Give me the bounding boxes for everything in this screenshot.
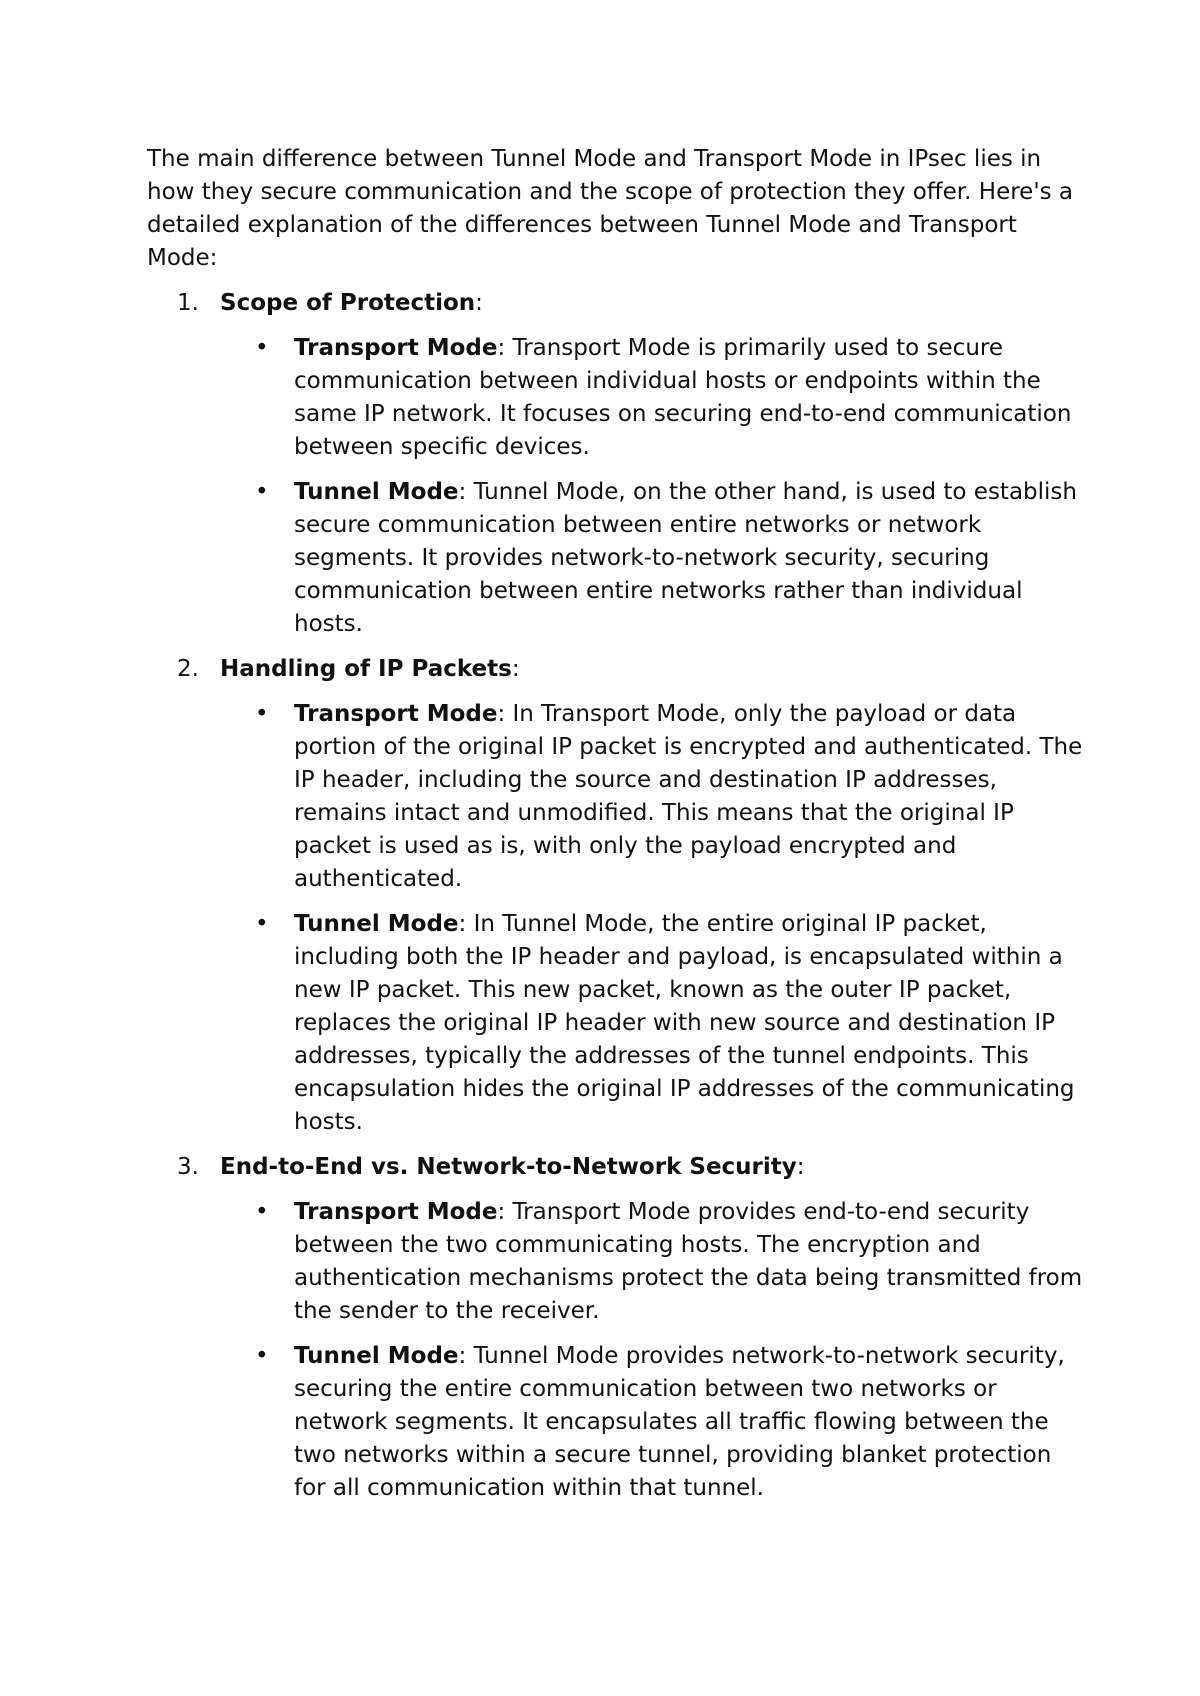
list-item xyxy=(147,332,1087,464)
bullet-dot-icon: • xyxy=(255,701,269,727)
item-text: : In Transport Mode, only the payload or data portion of the original IP packet is encrypted and authenticated. The IP header, including the source and destination IP addresses, remains intact and unmodified. This means that the original IP packet is used as is, with only the payload encrypted and authenticated. xyxy=(294,701,1083,892)
list-item xyxy=(147,908,1087,1139)
bullet-dot-icon: • xyxy=(255,911,269,937)
list-item xyxy=(147,476,1087,641)
item-text: : Tunnel Mode, on the other hand, is used to establish secure communication between entire networks or network segments. It provides network-to-network security, securing communication between entire networks rather than individual hosts. xyxy=(294,479,1077,637)
bullet-dot-icon: • xyxy=(255,1199,269,1225)
section-scope-of-protection xyxy=(147,287,1087,641)
section-heading xyxy=(147,287,1087,320)
bullet-dot-icon: • xyxy=(255,335,269,361)
item-term: Transport Mode xyxy=(294,335,498,361)
section-title-suffix: : xyxy=(475,290,483,316)
section-title: Handling of IP Packets xyxy=(220,656,512,682)
item-text: : Transport Mode provides end-to-end security between the two communicating hosts. The encryption and authentication mechanisms protect the data being transmitted from the sender to the receiver. xyxy=(294,1199,1083,1324)
item-term: Transport Mode xyxy=(294,1199,498,1225)
bullet-dot-icon: • xyxy=(255,479,269,505)
intro-paragraph: The main difference between Tunnel Mode and Transport Mode in IPsec lies in how they secure communication and the scope of protection they offer. Here's a detailed explanation of the differences between Tunnel Mode and Transport Mode: xyxy=(147,146,1074,271)
section-title-suffix: : xyxy=(511,656,520,682)
section-title-suffix: : xyxy=(796,1154,805,1180)
section-heading xyxy=(147,653,1087,686)
item-term: Tunnel Mode xyxy=(294,479,459,505)
item-text: : In Tunnel Mode, the entire original IP packet, including both the IP header and payload, is encapsulated within a new IP packet. This new packet, known as the outer IP packet, replaces the original IP header with new source and destination IP addresses, typically the addresses of the tunnel endpoints. This encapsulation hides the original IP addresses of the communicating hosts. xyxy=(294,911,1075,1135)
document-page xyxy=(147,143,1087,1517)
section-title: Scope of Protection xyxy=(220,290,476,316)
item-text: : Tunnel Mode provides network-to-network security, securing the entire communication between two networks or network segments. It encapsulates all traffic flowing between the two networks within a secure tunnel, providing blanket protection for all communication within that tunnel. xyxy=(294,1343,1065,1501)
section-end-to-end-vs-network-to-network xyxy=(147,1151,1087,1505)
item-term: Tunnel Mode xyxy=(294,1343,459,1369)
section-number: 2. xyxy=(177,656,199,682)
bullet-dot-icon: • xyxy=(255,1343,269,1369)
list-item xyxy=(147,1340,1087,1505)
list-item xyxy=(147,1196,1087,1328)
section-handling-of-ip-packets xyxy=(147,653,1087,1139)
item-term: Tunnel Mode xyxy=(294,911,459,937)
item-text: : Transport Mode is primarily used to secure communication between individual hosts or endpoints within the same IP network. It focuses on securing end-to-end communication between specific devices. xyxy=(294,335,1072,460)
section-heading xyxy=(147,1151,1087,1184)
section-number: 1. xyxy=(177,290,199,316)
section-number: 3. xyxy=(177,1154,199,1180)
list-item xyxy=(147,698,1087,896)
section-title: End-to-End vs. Network-to-Network Security xyxy=(220,1154,797,1180)
item-term: Transport Mode xyxy=(294,701,498,727)
